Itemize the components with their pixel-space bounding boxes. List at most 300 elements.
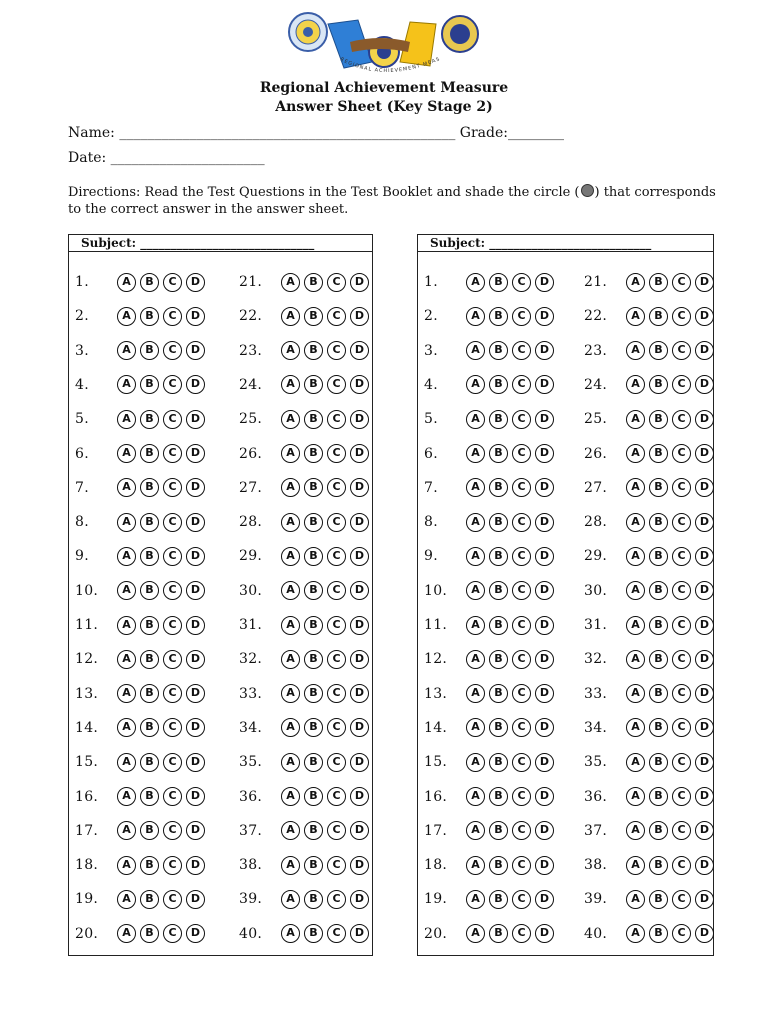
answer-bubble-b[interactable]: B bbox=[140, 341, 159, 360]
answer-bubble-c[interactable]: C bbox=[512, 650, 531, 669]
answer-bubble-c[interactable]: C bbox=[512, 924, 531, 943]
answer-bubble-d[interactable]: D bbox=[350, 856, 369, 875]
answer-bubble-c[interactable]: C bbox=[512, 444, 531, 463]
answer-bubble-d[interactable]: D bbox=[695, 718, 714, 737]
answer-bubble-a[interactable]: A bbox=[281, 444, 300, 463]
answer-bubble-d[interactable]: D bbox=[350, 890, 369, 909]
answer-bubble-d[interactable]: D bbox=[350, 787, 369, 806]
answer-bubble-c[interactable]: C bbox=[163, 753, 182, 772]
answer-bubble-b[interactable]: B bbox=[304, 478, 323, 497]
answer-bubble-a[interactable]: A bbox=[466, 581, 485, 600]
answer-bubble-c[interactable]: C bbox=[163, 410, 182, 429]
answer-bubble-c[interactable]: C bbox=[512, 890, 531, 909]
answer-bubble-b[interactable]: B bbox=[304, 307, 323, 326]
answer-bubble-c[interactable]: C bbox=[163, 307, 182, 326]
answer-bubble-a[interactable]: A bbox=[281, 375, 300, 394]
answer-bubble-b[interactable]: B bbox=[304, 753, 323, 772]
answer-bubble-d[interactable]: D bbox=[350, 478, 369, 497]
answer-bubble-d[interactable]: D bbox=[186, 684, 205, 703]
answer-bubble-d[interactable]: D bbox=[695, 787, 714, 806]
answer-bubble-d[interactable]: D bbox=[186, 616, 205, 635]
answer-bubble-c[interactable]: C bbox=[512, 547, 531, 566]
answer-bubble-c[interactable]: C bbox=[672, 375, 691, 394]
answer-bubble-b[interactable]: B bbox=[489, 616, 508, 635]
answer-bubble-d[interactable]: D bbox=[535, 547, 554, 566]
answer-bubble-d[interactable]: D bbox=[535, 581, 554, 600]
answer-bubble-c[interactable]: C bbox=[327, 684, 346, 703]
answer-bubble-a[interactable]: A bbox=[466, 341, 485, 360]
answer-bubble-c[interactable]: C bbox=[163, 478, 182, 497]
answer-bubble-d[interactable]: D bbox=[695, 273, 714, 292]
answer-bubble-a[interactable]: A bbox=[626, 924, 645, 943]
answer-bubble-c[interactable]: C bbox=[327, 375, 346, 394]
answer-bubble-d[interactable]: D bbox=[535, 924, 554, 943]
answer-bubble-b[interactable]: B bbox=[304, 341, 323, 360]
answer-bubble-d[interactable]: D bbox=[695, 547, 714, 566]
answer-bubble-a[interactable]: A bbox=[117, 684, 136, 703]
answer-bubble-b[interactable]: B bbox=[649, 684, 668, 703]
answer-bubble-a[interactable]: A bbox=[281, 718, 300, 737]
answer-bubble-c[interactable]: C bbox=[327, 307, 346, 326]
answer-bubble-c[interactable]: C bbox=[512, 821, 531, 840]
answer-bubble-b[interactable]: B bbox=[140, 787, 159, 806]
answer-bubble-a[interactable]: A bbox=[281, 924, 300, 943]
answer-bubble-b[interactable]: B bbox=[649, 650, 668, 669]
answer-bubble-a[interactable]: A bbox=[281, 478, 300, 497]
answer-bubble-d[interactable]: D bbox=[695, 341, 714, 360]
answer-bubble-a[interactable]: A bbox=[281, 787, 300, 806]
answer-bubble-b[interactable]: B bbox=[489, 341, 508, 360]
answer-bubble-a[interactable]: A bbox=[117, 444, 136, 463]
answer-bubble-d[interactable]: D bbox=[350, 273, 369, 292]
answer-bubble-d[interactable]: D bbox=[186, 821, 205, 840]
answer-bubble-a[interactable]: A bbox=[117, 307, 136, 326]
answer-bubble-d[interactable]: D bbox=[350, 410, 369, 429]
answer-bubble-b[interactable]: B bbox=[649, 307, 668, 326]
answer-bubble-b[interactable]: B bbox=[140, 547, 159, 566]
answer-bubble-d[interactable]: D bbox=[186, 856, 205, 875]
answer-bubble-b[interactable]: B bbox=[489, 444, 508, 463]
answer-bubble-d[interactable]: D bbox=[186, 890, 205, 909]
answer-bubble-a[interactable]: A bbox=[281, 616, 300, 635]
answer-bubble-b[interactable]: B bbox=[304, 890, 323, 909]
answer-bubble-d[interactable]: D bbox=[695, 444, 714, 463]
answer-bubble-c[interactable]: C bbox=[163, 444, 182, 463]
answer-bubble-b[interactable]: B bbox=[649, 444, 668, 463]
answer-bubble-d[interactable]: D bbox=[535, 513, 554, 532]
answer-bubble-a[interactable]: A bbox=[626, 684, 645, 703]
answer-bubble-d[interactable]: D bbox=[350, 581, 369, 600]
answer-bubble-a[interactable]: A bbox=[281, 410, 300, 429]
answer-bubble-c[interactable]: C bbox=[163, 616, 182, 635]
answer-bubble-d[interactable]: D bbox=[535, 375, 554, 394]
answer-bubble-c[interactable]: C bbox=[672, 410, 691, 429]
answer-bubble-d[interactable]: D bbox=[535, 684, 554, 703]
answer-bubble-d[interactable]: D bbox=[535, 478, 554, 497]
answer-bubble-b[interactable]: B bbox=[649, 273, 668, 292]
answer-bubble-d[interactable]: D bbox=[535, 890, 554, 909]
answer-bubble-b[interactable]: B bbox=[649, 547, 668, 566]
answer-bubble-d[interactable]: D bbox=[350, 307, 369, 326]
answer-bubble-b[interactable]: B bbox=[140, 410, 159, 429]
answer-bubble-c[interactable]: C bbox=[672, 890, 691, 909]
answer-bubble-b[interactable]: B bbox=[304, 718, 323, 737]
answer-bubble-a[interactable]: A bbox=[117, 890, 136, 909]
answer-bubble-c[interactable]: C bbox=[327, 581, 346, 600]
answer-bubble-d[interactable]: D bbox=[350, 341, 369, 360]
answer-bubble-d[interactable]: D bbox=[535, 444, 554, 463]
answer-bubble-b[interactable]: B bbox=[304, 787, 323, 806]
answer-bubble-d[interactable]: D bbox=[535, 821, 554, 840]
answer-bubble-b[interactable]: B bbox=[489, 547, 508, 566]
answer-bubble-d[interactable]: D bbox=[350, 513, 369, 532]
answer-bubble-c[interactable]: C bbox=[512, 307, 531, 326]
answer-bubble-b[interactable]: B bbox=[140, 307, 159, 326]
answer-bubble-b[interactable]: B bbox=[304, 821, 323, 840]
answer-bubble-b[interactable]: B bbox=[304, 856, 323, 875]
answer-bubble-a[interactable]: A bbox=[626, 787, 645, 806]
answer-bubble-a[interactable]: A bbox=[626, 547, 645, 566]
answer-bubble-b[interactable]: B bbox=[140, 444, 159, 463]
answer-bubble-a[interactable]: A bbox=[466, 890, 485, 909]
answer-bubble-b[interactable]: B bbox=[140, 753, 159, 772]
answer-bubble-a[interactable]: A bbox=[117, 650, 136, 669]
answer-bubble-b[interactable]: B bbox=[140, 616, 159, 635]
answer-bubble-c[interactable]: C bbox=[672, 787, 691, 806]
answer-bubble-b[interactable]: B bbox=[489, 581, 508, 600]
answer-bubble-c[interactable]: C bbox=[672, 513, 691, 532]
answer-bubble-b[interactable]: B bbox=[140, 513, 159, 532]
answer-bubble-a[interactable]: A bbox=[466, 821, 485, 840]
answer-bubble-a[interactable]: A bbox=[626, 821, 645, 840]
answer-bubble-c[interactable]: C bbox=[512, 787, 531, 806]
answer-bubble-c[interactable]: C bbox=[327, 890, 346, 909]
answer-bubble-c[interactable]: C bbox=[327, 273, 346, 292]
answer-bubble-a[interactable]: A bbox=[626, 273, 645, 292]
answer-bubble-b[interactable]: B bbox=[489, 478, 508, 497]
answer-bubble-a[interactable]: A bbox=[626, 307, 645, 326]
answer-bubble-c[interactable]: C bbox=[512, 684, 531, 703]
answer-bubble-c[interactable]: C bbox=[512, 718, 531, 737]
answer-bubble-b[interactable]: B bbox=[304, 616, 323, 635]
date-field[interactable]: Date: ______________________ bbox=[68, 150, 265, 166]
answer-bubble-b[interactable]: B bbox=[304, 650, 323, 669]
answer-bubble-d[interactable]: D bbox=[186, 513, 205, 532]
answer-bubble-b[interactable]: B bbox=[489, 787, 508, 806]
answer-bubble-a[interactable]: A bbox=[117, 513, 136, 532]
name-grade-field[interactable]: Name: ________________________________________________ Grade:________ bbox=[68, 125, 564, 141]
answer-bubble-c[interactable]: C bbox=[327, 787, 346, 806]
answer-bubble-d[interactable]: D bbox=[695, 821, 714, 840]
answer-bubble-c[interactable]: C bbox=[327, 718, 346, 737]
answer-bubble-a[interactable]: A bbox=[466, 410, 485, 429]
answer-bubble-d[interactable]: D bbox=[350, 718, 369, 737]
answer-bubble-b[interactable]: B bbox=[489, 513, 508, 532]
answer-bubble-b[interactable]: B bbox=[649, 581, 668, 600]
answer-bubble-a[interactable]: A bbox=[466, 684, 485, 703]
answer-bubble-c[interactable]: C bbox=[512, 581, 531, 600]
answer-bubble-c[interactable]: C bbox=[163, 341, 182, 360]
answer-bubble-d[interactable]: D bbox=[186, 924, 205, 943]
answer-bubble-a[interactable]: A bbox=[117, 581, 136, 600]
answer-bubble-d[interactable]: D bbox=[350, 375, 369, 394]
answer-bubble-d[interactable]: D bbox=[535, 787, 554, 806]
answer-bubble-d[interactable]: D bbox=[695, 581, 714, 600]
answer-bubble-c[interactable]: C bbox=[672, 616, 691, 635]
answer-bubble-d[interactable]: D bbox=[186, 375, 205, 394]
answer-bubble-b[interactable]: B bbox=[140, 273, 159, 292]
answer-bubble-a[interactable]: A bbox=[626, 375, 645, 394]
answer-bubble-b[interactable]: B bbox=[304, 684, 323, 703]
answer-bubble-a[interactable]: A bbox=[626, 718, 645, 737]
answer-bubble-d[interactable]: D bbox=[695, 650, 714, 669]
answer-bubble-c[interactable]: C bbox=[327, 341, 346, 360]
answer-bubble-d[interactable]: D bbox=[186, 273, 205, 292]
answer-bubble-a[interactable]: A bbox=[466, 718, 485, 737]
answer-bubble-c[interactable]: C bbox=[163, 924, 182, 943]
answer-bubble-d[interactable]: D bbox=[695, 753, 714, 772]
answer-bubble-d[interactable]: D bbox=[350, 924, 369, 943]
answer-bubble-d[interactable]: D bbox=[186, 581, 205, 600]
answer-bubble-a[interactable]: A bbox=[466, 307, 485, 326]
answer-bubble-d[interactable]: D bbox=[535, 718, 554, 737]
answer-bubble-d[interactable]: D bbox=[186, 718, 205, 737]
answer-bubble-c[interactable]: C bbox=[672, 821, 691, 840]
answer-bubble-d[interactable]: D bbox=[695, 478, 714, 497]
answer-bubble-b[interactable]: B bbox=[649, 375, 668, 394]
answer-bubble-a[interactable]: A bbox=[626, 650, 645, 669]
answer-bubble-b[interactable]: B bbox=[649, 924, 668, 943]
answer-bubble-d[interactable]: D bbox=[350, 684, 369, 703]
answer-bubble-d[interactable]: D bbox=[350, 821, 369, 840]
answer-bubble-a[interactable]: A bbox=[281, 341, 300, 360]
answer-bubble-a[interactable]: A bbox=[626, 890, 645, 909]
answer-bubble-c[interactable]: C bbox=[163, 821, 182, 840]
answer-bubble-c[interactable]: C bbox=[672, 581, 691, 600]
answer-bubble-a[interactable]: A bbox=[117, 478, 136, 497]
answer-bubble-b[interactable]: B bbox=[304, 375, 323, 394]
answer-bubble-a[interactable]: A bbox=[626, 478, 645, 497]
subject-field-left[interactable]: Subject: _____________________________ bbox=[69, 235, 372, 252]
answer-bubble-a[interactable]: A bbox=[117, 821, 136, 840]
answer-bubble-c[interactable]: C bbox=[163, 684, 182, 703]
answer-bubble-a[interactable]: A bbox=[626, 856, 645, 875]
answer-bubble-c[interactable]: C bbox=[512, 410, 531, 429]
answer-bubble-b[interactable]: B bbox=[140, 375, 159, 394]
answer-bubble-c[interactable]: C bbox=[512, 753, 531, 772]
answer-bubble-c[interactable]: C bbox=[163, 375, 182, 394]
answer-bubble-a[interactable]: A bbox=[281, 547, 300, 566]
answer-bubble-b[interactable]: B bbox=[140, 478, 159, 497]
answer-bubble-c[interactable]: C bbox=[163, 718, 182, 737]
answer-bubble-b[interactable]: B bbox=[489, 375, 508, 394]
answer-bubble-a[interactable]: A bbox=[117, 718, 136, 737]
subject-field-right[interactable]: Subject: ___________________________ bbox=[418, 235, 713, 252]
answer-bubble-a[interactable]: A bbox=[281, 821, 300, 840]
answer-bubble-b[interactable]: B bbox=[140, 581, 159, 600]
answer-bubble-d[interactable]: D bbox=[350, 650, 369, 669]
answer-bubble-b[interactable]: B bbox=[489, 410, 508, 429]
answer-bubble-a[interactable]: A bbox=[281, 513, 300, 532]
answer-bubble-d[interactable]: D bbox=[535, 616, 554, 635]
answer-bubble-a[interactable]: A bbox=[117, 787, 136, 806]
answer-bubble-d[interactable]: D bbox=[535, 273, 554, 292]
answer-bubble-a[interactable]: A bbox=[466, 444, 485, 463]
answer-bubble-c[interactable]: C bbox=[672, 753, 691, 772]
answer-bubble-c[interactable]: C bbox=[327, 478, 346, 497]
answer-bubble-a[interactable]: A bbox=[281, 581, 300, 600]
answer-bubble-d[interactable]: D bbox=[186, 341, 205, 360]
answer-bubble-a[interactable]: A bbox=[466, 924, 485, 943]
answer-bubble-b[interactable]: B bbox=[489, 718, 508, 737]
answer-bubble-b[interactable]: B bbox=[140, 821, 159, 840]
answer-bubble-a[interactable]: A bbox=[626, 513, 645, 532]
answer-bubble-b[interactable]: B bbox=[649, 513, 668, 532]
answer-bubble-a[interactable]: A bbox=[626, 616, 645, 635]
answer-bubble-b[interactable]: B bbox=[304, 547, 323, 566]
answer-bubble-b[interactable]: B bbox=[649, 856, 668, 875]
answer-bubble-a[interactable]: A bbox=[117, 856, 136, 875]
answer-bubble-c[interactable]: C bbox=[327, 410, 346, 429]
answer-bubble-a[interactable]: A bbox=[117, 547, 136, 566]
answer-bubble-b[interactable]: B bbox=[489, 684, 508, 703]
answer-bubble-c[interactable]: C bbox=[327, 856, 346, 875]
answer-bubble-c[interactable]: C bbox=[672, 684, 691, 703]
answer-bubble-d[interactable]: D bbox=[535, 856, 554, 875]
answer-bubble-c[interactable]: C bbox=[163, 547, 182, 566]
answer-bubble-a[interactable]: A bbox=[466, 478, 485, 497]
answer-bubble-c[interactable]: C bbox=[327, 616, 346, 635]
answer-bubble-a[interactable]: A bbox=[466, 787, 485, 806]
answer-bubble-a[interactable]: A bbox=[281, 890, 300, 909]
answer-bubble-d[interactable]: D bbox=[535, 650, 554, 669]
answer-bubble-d[interactable]: D bbox=[695, 410, 714, 429]
answer-bubble-b[interactable]: B bbox=[489, 890, 508, 909]
answer-bubble-b[interactable]: B bbox=[304, 444, 323, 463]
answer-bubble-a[interactable]: A bbox=[466, 513, 485, 532]
answer-bubble-b[interactable]: B bbox=[304, 273, 323, 292]
answer-bubble-c[interactable]: C bbox=[672, 444, 691, 463]
answer-bubble-d[interactable]: D bbox=[535, 307, 554, 326]
answer-bubble-c[interactable]: C bbox=[512, 478, 531, 497]
answer-bubble-c[interactable]: C bbox=[163, 513, 182, 532]
answer-bubble-d[interactable]: D bbox=[695, 616, 714, 635]
answer-bubble-d[interactable]: D bbox=[350, 753, 369, 772]
answer-bubble-b[interactable]: B bbox=[489, 650, 508, 669]
answer-bubble-a[interactable]: A bbox=[626, 753, 645, 772]
answer-bubble-b[interactable]: B bbox=[140, 924, 159, 943]
answer-bubble-b[interactable]: B bbox=[649, 753, 668, 772]
answer-bubble-b[interactable]: B bbox=[649, 890, 668, 909]
answer-bubble-d[interactable]: D bbox=[695, 307, 714, 326]
answer-bubble-b[interactable]: B bbox=[649, 341, 668, 360]
answer-bubble-c[interactable]: C bbox=[163, 787, 182, 806]
answer-bubble-b[interactable]: B bbox=[140, 890, 159, 909]
answer-bubble-a[interactable]: A bbox=[117, 924, 136, 943]
answer-bubble-b[interactable]: B bbox=[489, 924, 508, 943]
answer-bubble-d[interactable]: D bbox=[535, 753, 554, 772]
answer-bubble-a[interactable]: A bbox=[626, 341, 645, 360]
answer-bubble-c[interactable]: C bbox=[327, 444, 346, 463]
answer-bubble-a[interactable]: A bbox=[117, 273, 136, 292]
answer-bubble-b[interactable]: B bbox=[304, 924, 323, 943]
answer-bubble-a[interactable]: A bbox=[466, 273, 485, 292]
answer-bubble-d[interactable]: D bbox=[186, 787, 205, 806]
answer-bubble-c[interactable]: C bbox=[512, 273, 531, 292]
answer-bubble-a[interactable]: A bbox=[117, 753, 136, 772]
answer-bubble-a[interactable]: A bbox=[626, 444, 645, 463]
answer-bubble-c[interactable]: C bbox=[672, 856, 691, 875]
answer-bubble-d[interactable]: D bbox=[695, 375, 714, 394]
answer-bubble-c[interactable]: C bbox=[672, 547, 691, 566]
answer-bubble-c[interactable]: C bbox=[327, 547, 346, 566]
answer-bubble-b[interactable]: B bbox=[649, 718, 668, 737]
answer-bubble-d[interactable]: D bbox=[695, 924, 714, 943]
answer-bubble-a[interactable]: A bbox=[281, 650, 300, 669]
answer-bubble-d[interactable]: D bbox=[186, 444, 205, 463]
answer-bubble-c[interactable]: C bbox=[512, 616, 531, 635]
answer-bubble-d[interactable]: D bbox=[350, 444, 369, 463]
answer-bubble-a[interactable]: A bbox=[466, 375, 485, 394]
answer-bubble-c[interactable]: C bbox=[327, 753, 346, 772]
answer-bubble-b[interactable]: B bbox=[649, 821, 668, 840]
answer-bubble-c[interactable]: C bbox=[327, 924, 346, 943]
answer-bubble-d[interactable]: D bbox=[695, 684, 714, 703]
answer-bubble-c[interactable]: C bbox=[327, 650, 346, 669]
answer-bubble-b[interactable]: B bbox=[140, 856, 159, 875]
answer-bubble-a[interactable]: A bbox=[117, 375, 136, 394]
answer-bubble-d[interactable]: D bbox=[186, 547, 205, 566]
answer-bubble-a[interactable]: A bbox=[281, 753, 300, 772]
answer-bubble-a[interactable]: A bbox=[281, 684, 300, 703]
answer-bubble-d[interactable]: D bbox=[186, 307, 205, 326]
answer-bubble-b[interactable]: B bbox=[489, 273, 508, 292]
answer-bubble-d[interactable]: D bbox=[350, 616, 369, 635]
answer-bubble-a[interactable]: A bbox=[117, 341, 136, 360]
answer-bubble-d[interactable]: D bbox=[695, 890, 714, 909]
answer-bubble-c[interactable]: C bbox=[512, 513, 531, 532]
answer-bubble-a[interactable]: A bbox=[466, 616, 485, 635]
answer-bubble-c[interactable]: C bbox=[672, 273, 691, 292]
answer-bubble-d[interactable]: D bbox=[535, 341, 554, 360]
answer-bubble-d[interactable]: D bbox=[535, 410, 554, 429]
answer-bubble-c[interactable]: C bbox=[163, 650, 182, 669]
answer-bubble-b[interactable]: B bbox=[649, 616, 668, 635]
answer-bubble-b[interactable]: B bbox=[489, 307, 508, 326]
answer-bubble-c[interactable]: C bbox=[512, 375, 531, 394]
answer-bubble-c[interactable]: C bbox=[327, 821, 346, 840]
answer-bubble-c[interactable]: C bbox=[672, 478, 691, 497]
answer-bubble-b[interactable]: B bbox=[489, 821, 508, 840]
answer-bubble-b[interactable]: B bbox=[304, 513, 323, 532]
answer-bubble-c[interactable]: C bbox=[163, 581, 182, 600]
answer-bubble-a[interactable]: A bbox=[281, 307, 300, 326]
answer-bubble-d[interactable]: D bbox=[186, 650, 205, 669]
answer-bubble-c[interactable]: C bbox=[672, 650, 691, 669]
answer-bubble-a[interactable]: A bbox=[626, 581, 645, 600]
answer-bubble-a[interactable]: A bbox=[626, 410, 645, 429]
answer-bubble-d[interactable]: D bbox=[350, 547, 369, 566]
answer-bubble-d[interactable]: D bbox=[695, 513, 714, 532]
answer-bubble-b[interactable]: B bbox=[489, 856, 508, 875]
answer-bubble-c[interactable]: C bbox=[672, 718, 691, 737]
answer-bubble-c[interactable]: C bbox=[512, 856, 531, 875]
answer-bubble-c[interactable]: C bbox=[512, 341, 531, 360]
answer-bubble-d[interactable]: D bbox=[186, 753, 205, 772]
answer-bubble-d[interactable]: D bbox=[186, 410, 205, 429]
answer-bubble-b[interactable]: B bbox=[140, 650, 159, 669]
answer-bubble-a[interactable]: A bbox=[466, 856, 485, 875]
